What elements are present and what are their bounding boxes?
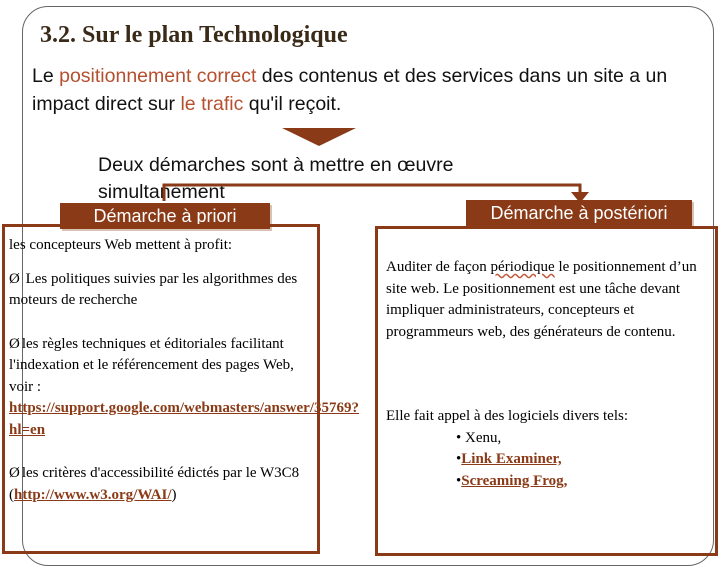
left-intro: les concepteurs Web mettent à profit: [9,237,233,253]
arrow-bullet-icon: Ø [9,335,20,352]
intro-highlight-trafic: le trafic [180,93,244,115]
intro-text-2: des contenus et des services dans un site a un impact direct sur [32,65,668,115]
arrow-bullet-icon: Ø [9,270,20,287]
left-item-3: Ø les critères d'accessibilité édictés par le W3C8 (http://www.w3.org/WAI/) [9,465,300,503]
left-item-2: Ø les règles techniques et éditoriales facilitant l'indexation et le référencement des pages Web, voir : https://support.google.com/webmasters/answer/35769?hl=en [9,335,359,438]
tools-list [386,428,709,493]
list-item: • Xenu, [456,429,502,446]
left-item-1: Ø Les politiques suivies par les algorithmes des moteurs de recherche [9,270,298,308]
tools-intro: Elle fait appel à des logiciels divers tels: [386,408,629,424]
down-arrow-icon [282,128,356,148]
bullet-icon: • [456,451,462,467]
header-demarche-posteriori: Démarche à postériori [466,200,692,226]
intro-text-1: Le [32,65,60,87]
left-box [2,224,359,554]
right-paragraph: Auditer de façon périodique le positionnement d’un site web. Le positionnement est une tâche devant impliquer administrateurs, concepteurs et programmeurs web, des générateurs de contenu. [386,259,697,340]
list-item: •Screaming Frog, [456,472,568,489]
intro-paragraph [32,62,672,118]
arrow-bullet-icon: Ø [9,465,20,481]
intro-text-3: qu'il reçoit. [243,93,342,115]
header-demarche-priori: Démarche à priori [60,203,270,229]
word-periodique: périodique [490,259,555,275]
bullet-icon: • [456,472,462,489]
intro-highlight-positionnement: positionnement correct [59,65,257,87]
right-box [375,226,718,556]
w3c-wai-link[interactable]: http://www.w3.org/WAI/ [14,486,172,503]
slide-title: 3.2. Sur le plan Technologique [40,22,348,48]
sub-heading: Deux démarches sont à mettre en œuvre simultanément [98,154,454,203]
list-item: •Link Examiner, [456,451,562,467]
bullet-icon: • [456,429,462,446]
google-webmasters-link[interactable]: https://support.google.com/webmasters/answer/35769?hl=en [9,400,359,438]
